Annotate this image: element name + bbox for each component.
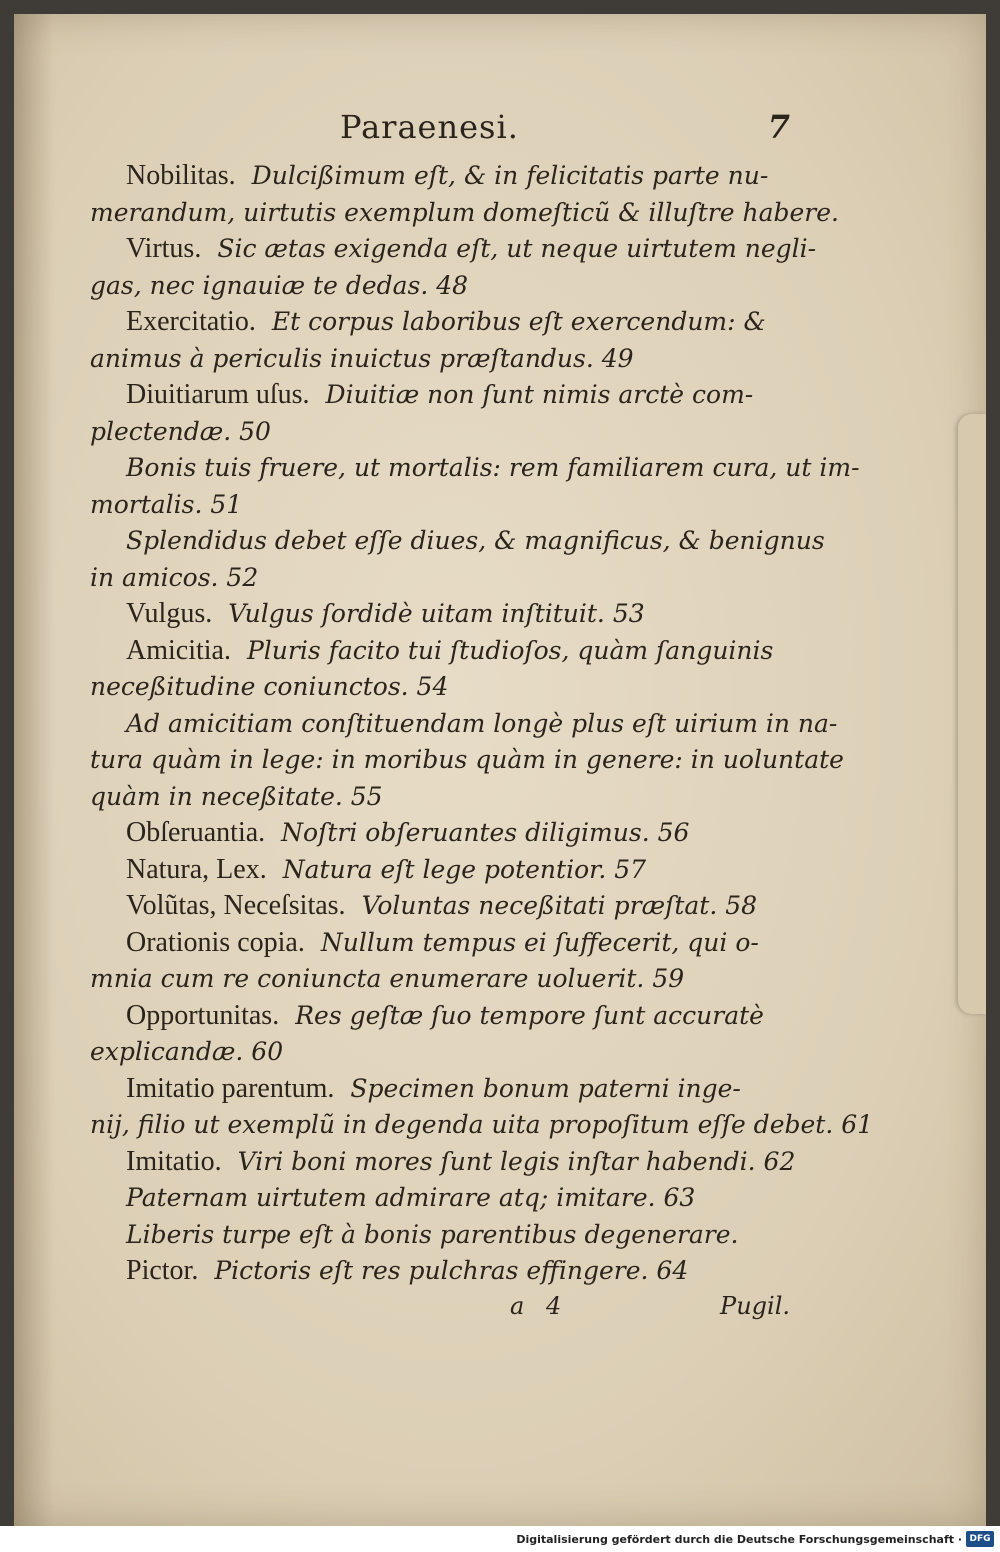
entry-text: Diuitiæ non ſunt nimis arctè com-	[325, 380, 754, 409]
text-line	[90, 523, 825, 560]
entry-heading: Imitatio.	[126, 1145, 222, 1177]
entry-text: mortalis. 51	[90, 489, 243, 519]
entry-text: neceßitudine coniunctos. 54	[90, 672, 449, 701]
entry-text: tura quàm in lege: in moribus quàm in genere: in uoluntate	[90, 745, 844, 774]
text-line	[90, 1253, 790, 1290]
dfg-logo: DFG	[966, 1531, 994, 1547]
text-line	[90, 1071, 790, 1108]
text-line	[90, 304, 790, 341]
page-tab	[958, 414, 986, 1014]
entry-text: in amicos. 52	[90, 562, 259, 592]
spine-shadow	[14, 14, 54, 1526]
entry-heading: Opportunitas.	[126, 999, 280, 1031]
text-line	[90, 669, 790, 706]
text-line	[90, 195, 839, 232]
text-line	[90, 1034, 790, 1071]
text-line	[90, 341, 790, 378]
text-line	[90, 925, 790, 962]
entry-heading: Orationis copia.	[126, 926, 305, 958]
entry-text: Pictoris eſt res pulchras effingere. 64	[214, 1256, 689, 1285]
text-line	[90, 1180, 790, 1217]
text-line	[90, 1144, 796, 1181]
entry-text: Viri boni mores ſunt legis inſtar habendi. 62	[237, 1146, 796, 1176]
text-line	[90, 888, 790, 925]
entry-text: nij, filio ut exemplũ in degenda uita propoſitum eſſe debet. 61	[90, 1110, 874, 1139]
entry-text: Voluntas neceßitati præſtat. 58	[361, 891, 758, 920]
text-line	[90, 779, 790, 816]
text-line	[90, 998, 790, 1035]
entry-heading: Exercitatio.	[126, 306, 256, 337]
entry-text: Splendidus debet eſſe diues, & magnificus, & benignus	[126, 526, 825, 555]
entry-text: Bonis tuis fruere, ut mortalis: rem familiarem cura, ut im-	[126, 453, 860, 482]
entry-text: Natura eſt lege potentior. 57	[282, 854, 647, 884]
entry-heading: Vulgus.	[126, 598, 213, 629]
text-line	[90, 487, 790, 524]
text-line	[90, 414, 790, 451]
running-title: Paraenesi.	[340, 108, 519, 146]
entry-text: Specimen bonum paterni inge-	[350, 1073, 741, 1103]
page-footer	[90, 1292, 790, 1332]
text-line	[90, 158, 790, 195]
text-line	[90, 268, 790, 305]
text-line	[90, 815, 790, 852]
text-line	[90, 961, 790, 998]
entry-heading: Amicitia.	[126, 634, 231, 666]
entry-heading: Virtus.	[126, 233, 202, 264]
credit-text: Digitalisierung gefördert durch die Deutsche Forschungsgemeinschaft ·	[516, 1533, 962, 1546]
entry-text: Res geſtæ ſuo tempore ſunt accuratè	[295, 1000, 764, 1030]
entry-heading: Nobilitas.	[126, 160, 236, 191]
entry-heading: Diuitiarum uſus.	[126, 379, 310, 410]
entry-heading: Imitatio parentum.	[126, 1072, 335, 1104]
text-line	[90, 596, 790, 633]
text-line	[90, 450, 860, 487]
entry-text: Ad amicitiam conſtituendam longè plus eſt uirium in na-	[126, 708, 838, 738]
entry-text: Pluris facito tui ſtudioſos, quàm ſanguinis	[246, 635, 774, 665]
entry-heading: Natura, Lex.	[126, 853, 267, 885]
page-header	[90, 108, 790, 158]
entry-text: quàm in neceßitate. 55	[90, 781, 383, 811]
entry-text: Sic ætas exigenda eſt, ut neque uirtutem negli-	[217, 234, 817, 263]
text-line	[90, 1217, 790, 1254]
entry-text: Vulgus ſordidè uitam inſtituit. 53	[228, 599, 645, 628]
entry-text: merandum, uirtutis exemplum domeſticũ & illuſtre habere.	[90, 197, 839, 227]
page-text	[90, 108, 874, 1332]
text-line	[90, 377, 790, 414]
page-number: 7	[767, 108, 790, 146]
entry-text: gas, nec ignauiæ te dedas. 48	[90, 270, 469, 300]
entry-heading: Pictor.	[126, 1255, 199, 1286]
text-line	[90, 560, 790, 597]
text-line	[90, 633, 790, 670]
entry-text: Liberis turpe eſt à bonis parentibus degenerare.	[126, 1219, 739, 1249]
text-line	[90, 231, 817, 268]
entry-text: explicandæ. 60	[90, 1037, 284, 1066]
entry-text: Dulcißimum eſt, & in felicitatis parte nu-	[251, 161, 769, 190]
signature-mark: a 4	[510, 1291, 562, 1320]
entry-text: Paternam uirtutem admirare atq; imitare. 63	[126, 1183, 696, 1212]
catchword: Pugil.	[720, 1291, 790, 1320]
text-line	[90, 1107, 874, 1144]
text-line	[90, 706, 838, 743]
entry-text: Nullum tempus ei ſuffecerit, qui o-	[320, 927, 759, 957]
entry-text: Et corpus laboribus eſt exercendum: &	[271, 307, 766, 336]
text-lines	[90, 158, 874, 1290]
entry-heading: Obſeruantia.	[126, 817, 266, 848]
book-page	[14, 14, 986, 1526]
entry-text: animus à periculis inuictus præſtandus. 49	[90, 343, 634, 373]
entry-heading: Volũtas, Neceſsitas.	[126, 890, 346, 921]
text-line	[90, 742, 844, 779]
entry-text: mnia cum re coniuncta enumerare uoluerit. 59	[90, 964, 685, 993]
entry-text: plectendæ. 50	[90, 416, 271, 446]
entry-text: Noſtri obſeruantes diligimus. 56	[281, 818, 690, 847]
credit-bar	[0, 1526, 1000, 1552]
text-line	[90, 852, 790, 889]
